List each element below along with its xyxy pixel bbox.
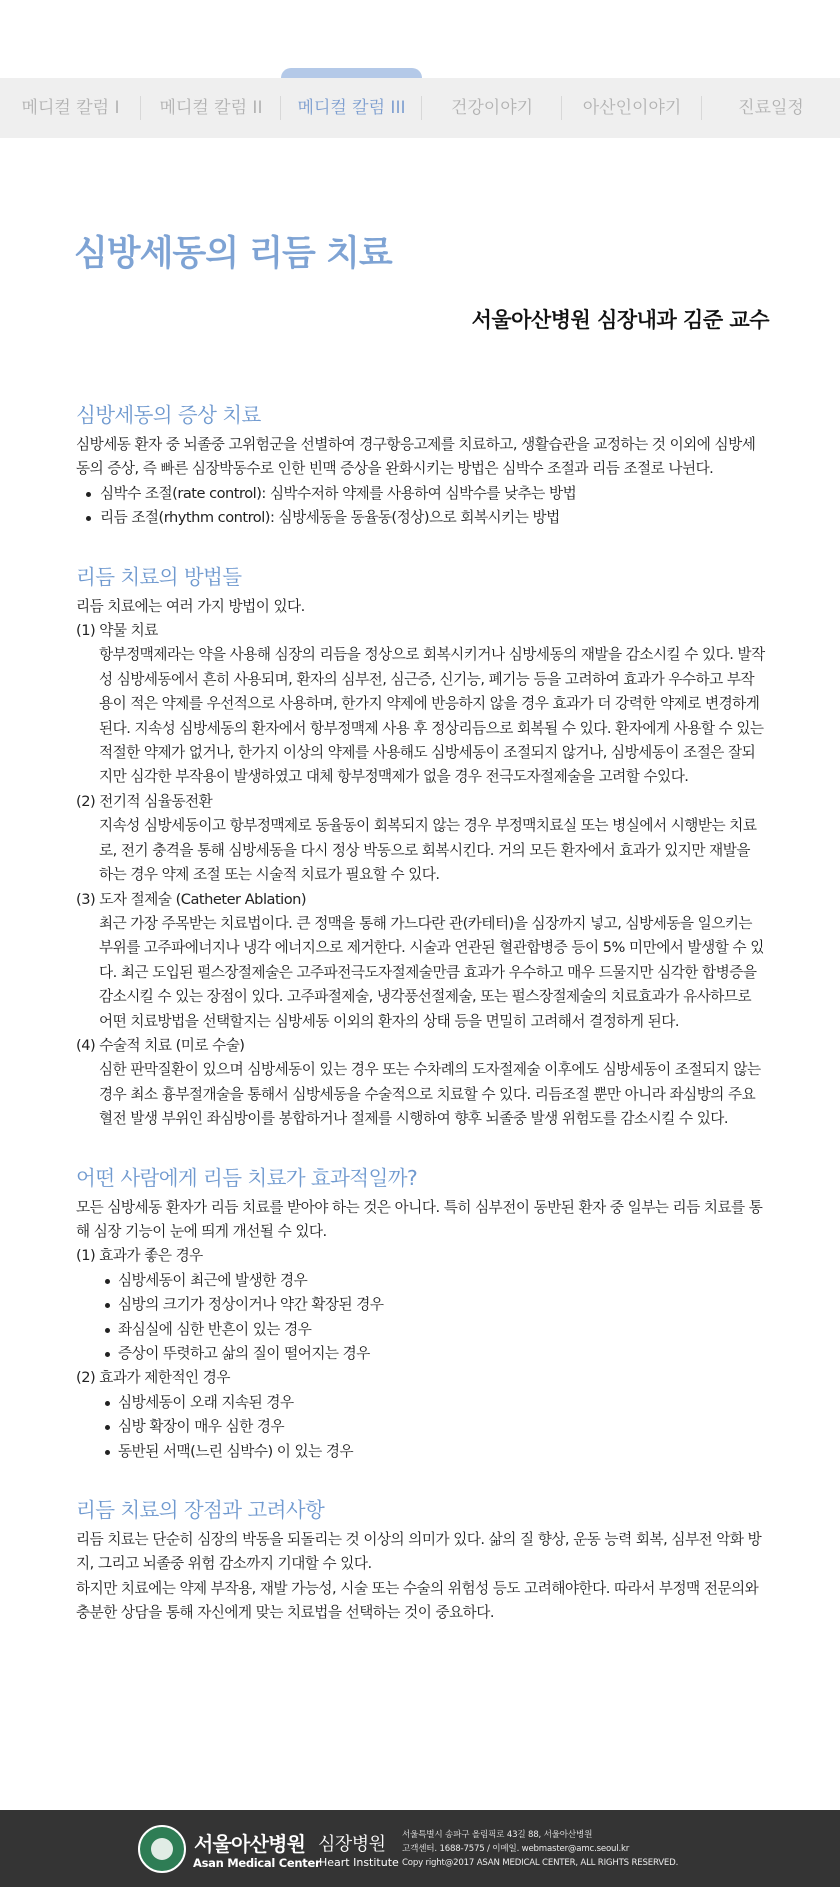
logo-english: Asan Medical Center <box>193 1856 321 1870</box>
group-title: (1) 효과가 좋은 경우 <box>76 1247 203 1265</box>
author-line: 서울아산병원 심장내과 김준 교수 <box>471 308 769 332</box>
paragraph: 리듬 치료는 단순히 심장의 박동을 되돌리는 것 이상의 의미가 있다. 삶의 질 향상, 운동 능력 회복, 심부전 악화 방지, 그리고 뇌졸중 위험 감소까지 기대할 수 있다. <box>76 1531 762 1573</box>
tab-clinic-schedule[interactable] <box>702 78 840 138</box>
logo-department: 심장병원 <box>318 1834 386 1855</box>
footer-contact: 고객센터. 1688-7575 / 이메일. webmaster@amc.seoul.kr <box>402 1844 630 1854</box>
method-cardioversion <box>76 790 766 888</box>
tab-label: 아산인이야기 <box>582 98 682 118</box>
tab-label: 메디컬 칼럼 II <box>159 98 263 118</box>
site-footer <box>0 1810 840 1887</box>
bullet-list <box>76 1269 766 1367</box>
section-who-benefits <box>76 1163 766 1464</box>
bullet-list <box>76 1391 766 1464</box>
section-heading: 리듬 치료의 장점과 고려사항 <box>76 1498 325 1523</box>
tab-health-story[interactable] <box>422 78 562 138</box>
page-title: 심방세동의 리듬 치료 <box>74 234 392 274</box>
section-rhythm-methods <box>76 562 766 1132</box>
section-heading: 심방세동의 증상 치료 <box>76 403 261 427</box>
tab-label: 진료일정 <box>738 98 804 118</box>
active-tab-indicator <box>281 68 422 78</box>
list-item: 심방 확장이 매우 심한 경우 <box>76 1415 766 1439</box>
section-symptom-treatment <box>76 400 766 531</box>
logo-korean: 서울아산병원 <box>194 1832 306 1856</box>
tab-medical-column-1[interactable] <box>0 78 141 138</box>
footer-info <box>402 1828 678 1870</box>
list-item: 심방의 크기가 정상이거나 약간 확장된 경우 <box>76 1293 766 1317</box>
list-item: 심박수 조절(rate control): 심박수저하 약제를 사용하여 심박수를 낮추는 방법 <box>76 482 766 506</box>
list-item: 심방세동이 최근에 발생한 경우 <box>76 1269 766 1293</box>
method-surgery <box>76 1034 766 1132</box>
paragraph: 하지만 치료에는 약제 부작용, 재발 가능성, 시술 또는 수술의 위험성 등도 고려해야한다. 따라서 부정맥 전문의와 충분한 상담을 통해 자신에게 맞는 치료법을 선택하는 것이 중요하다. <box>76 1579 759 1622</box>
footer-copyright: Copy right@2017 ASAN MEDICAL CENTER, ALL RIGHTS RESERVED. <box>402 1858 679 1868</box>
method-title: (4) 수술적 치료 (미로 수술) <box>76 1036 245 1054</box>
logo-english-department: Heart Institute <box>319 1856 399 1869</box>
section-heading: 리듬 치료의 방법들 <box>76 564 242 589</box>
section-heading: 어떤 사람에게 리듬 치료가 효과적일까? <box>76 1165 418 1190</box>
paragraph: 리듬 치료에는 여러 가지 방법이 있다. <box>76 597 305 615</box>
footer-address: 서울특별시 송파구 올림픽로 43길 88, 서울아산병원 <box>402 1830 593 1840</box>
paragraph: 모든 심방세동 환자가 리듬 치료를 받아야 하는 것은 아니다. 특히 심부전이 동반된 환자 중 일부는 리듬 치료를 통해 심장 기능이 눈에 띄게 개선될 수 있다. <box>76 1198 763 1240</box>
top-nav <box>0 78 840 138</box>
method-body: 항부정맥제라는 약을 사용해 심장의 리듬을 정상으로 회복시키거나 심방세동의 재발을 감소시킬 수 있다. 발작성 심방세동에서 흔히 사용되며, 환자의 심부전, 심근증, 신기능, 폐기능 등을 고려하여 효과가 우수하고 부작용이 적은 약제를 우선적으로 사용하며, 한가지 약제에 반응하지 않을 경우 효과가 더 강력한 약제로 변경하게 된다. 지속성 심방세동의 환자에서 항부정맥제 사용 후 정상리듬으로 회복될 수 있다. 환자에게 사용할 수 있는 적절한 약제가 없거나, 한가지 이상의 약제를 사용해도 심방세동이 조절되지 않거나, 심방세동이 조절은 잘되지만 심각한 부작용이 발생하였고 대체 항부정맥제가 없을 경우 전극도자절제술을 고려할 수있다. <box>99 646 765 786</box>
list-item: 심방세동이 오래 지속된 경우 <box>76 1391 766 1415</box>
list-item: 리듬 조절(rhythm control): 심방세동을 동율동(정상)으로 회복시키는 방법 <box>76 506 766 530</box>
method-catheter-ablation <box>76 888 766 1034</box>
tab-label: 건강이야기 <box>450 98 534 118</box>
list-item: 증상이 뚜렷하고 삶의 질이 떨어지는 경우 <box>76 1342 766 1366</box>
method-title: (1) 약물 치료 <box>76 622 158 640</box>
paragraph: 심방세동 환자 중 뇌졸중 고위험군을 선별하여 경구항응고제를 치료하고, 생활습관을 교정하는 것 이외에 심방세동의 증상, 즉 빠른 심장박동수로 인한 빈맥 증상을 완화시키는 방법은 심박수 조절과 리듬 조절로 나뉜다. <box>76 436 756 478</box>
hospital-seal-icon <box>138 1825 186 1873</box>
method-title: (2) 전기적 심율동전환 <box>76 792 213 810</box>
tab-asan-people-story[interactable] <box>562 78 702 138</box>
method-drug <box>76 619 766 790</box>
article-body <box>76 400 766 1657</box>
tab-medical-column-3[interactable] <box>281 78 422 138</box>
tab-label: 메디컬 칼럼 I <box>21 98 120 118</box>
section-benefits-considerations <box>76 1495 766 1626</box>
bullet-list <box>76 482 766 531</box>
method-title: (3) 도자 절제술 (Catheter Ablation) <box>76 890 307 908</box>
tab-medical-column-2[interactable] <box>141 78 281 138</box>
method-body: 최근 가장 주목받는 치료법이다. 큰 정맥을 통해 가느다란 관(카테터)을 심장까지 넣고, 심방세동을 일으키는 부위를 고주파에너지나 냉각 에너지으로 제거한다. 시술과 연관된 혈관합병증 등이 5% 미만에서 발생할 수 있다. 최근 도입된 펄스장절제술은 고주파전극도자절제술만큼 효과가 우수하고 매우 드물지만 심각한 합병증을 감소시킬 수 있는 장점이 있다. 고주파절제술, 냉각풍선절제술, 또는 펄스장절제술의 치료효과가 유사하므로 어떤 치료방법을 선택할지는 심방세동 이외의 환자의 상태 등을 면밀히 고려해서 결정하게 된다. <box>99 914 764 1030</box>
group-title: (2) 효과가 제한적인 경우 <box>76 1369 230 1387</box>
list-item: 동반된 서맥(느린 심박수) 이 있는 경우 <box>76 1440 766 1464</box>
tab-label: 메디컬 칼럼 III <box>297 98 406 118</box>
list-item: 좌심실에 심한 반흔이 있는 경우 <box>76 1318 766 1342</box>
method-body: 지속성 심방세동이고 항부정맥제로 동율동이 회복되지 않는 경우 부정맥치료실 또는 병실에서 시행받는 치료로, 전기 충격을 통해 심방세동을 다시 정상 박동으로 회복시킨다. 거의 모든 환자에서 효과가 있지만 재발을 하는 경우 약제 조절 또는 시술적 치료가 필요할 수 있다. <box>99 817 757 884</box>
method-body: 심한 판막질환이 있으며 심방세동이 있는 경우 또는 수차례의 도자절제술 이후에도 심방세동이 조절되지 않는 경우 최소 흉부절개술을 통해서 심방세동을 수술적으로 치료할 수 있다. 리듬조절 뿐만 아니라 좌심방의 주요 혈전 발생 부위인 좌심방이를 봉합하거나 절제를 시행하여 향후 뇌졸중 발생 위험도를 감소시킬 수 있다. <box>99 1061 761 1128</box>
